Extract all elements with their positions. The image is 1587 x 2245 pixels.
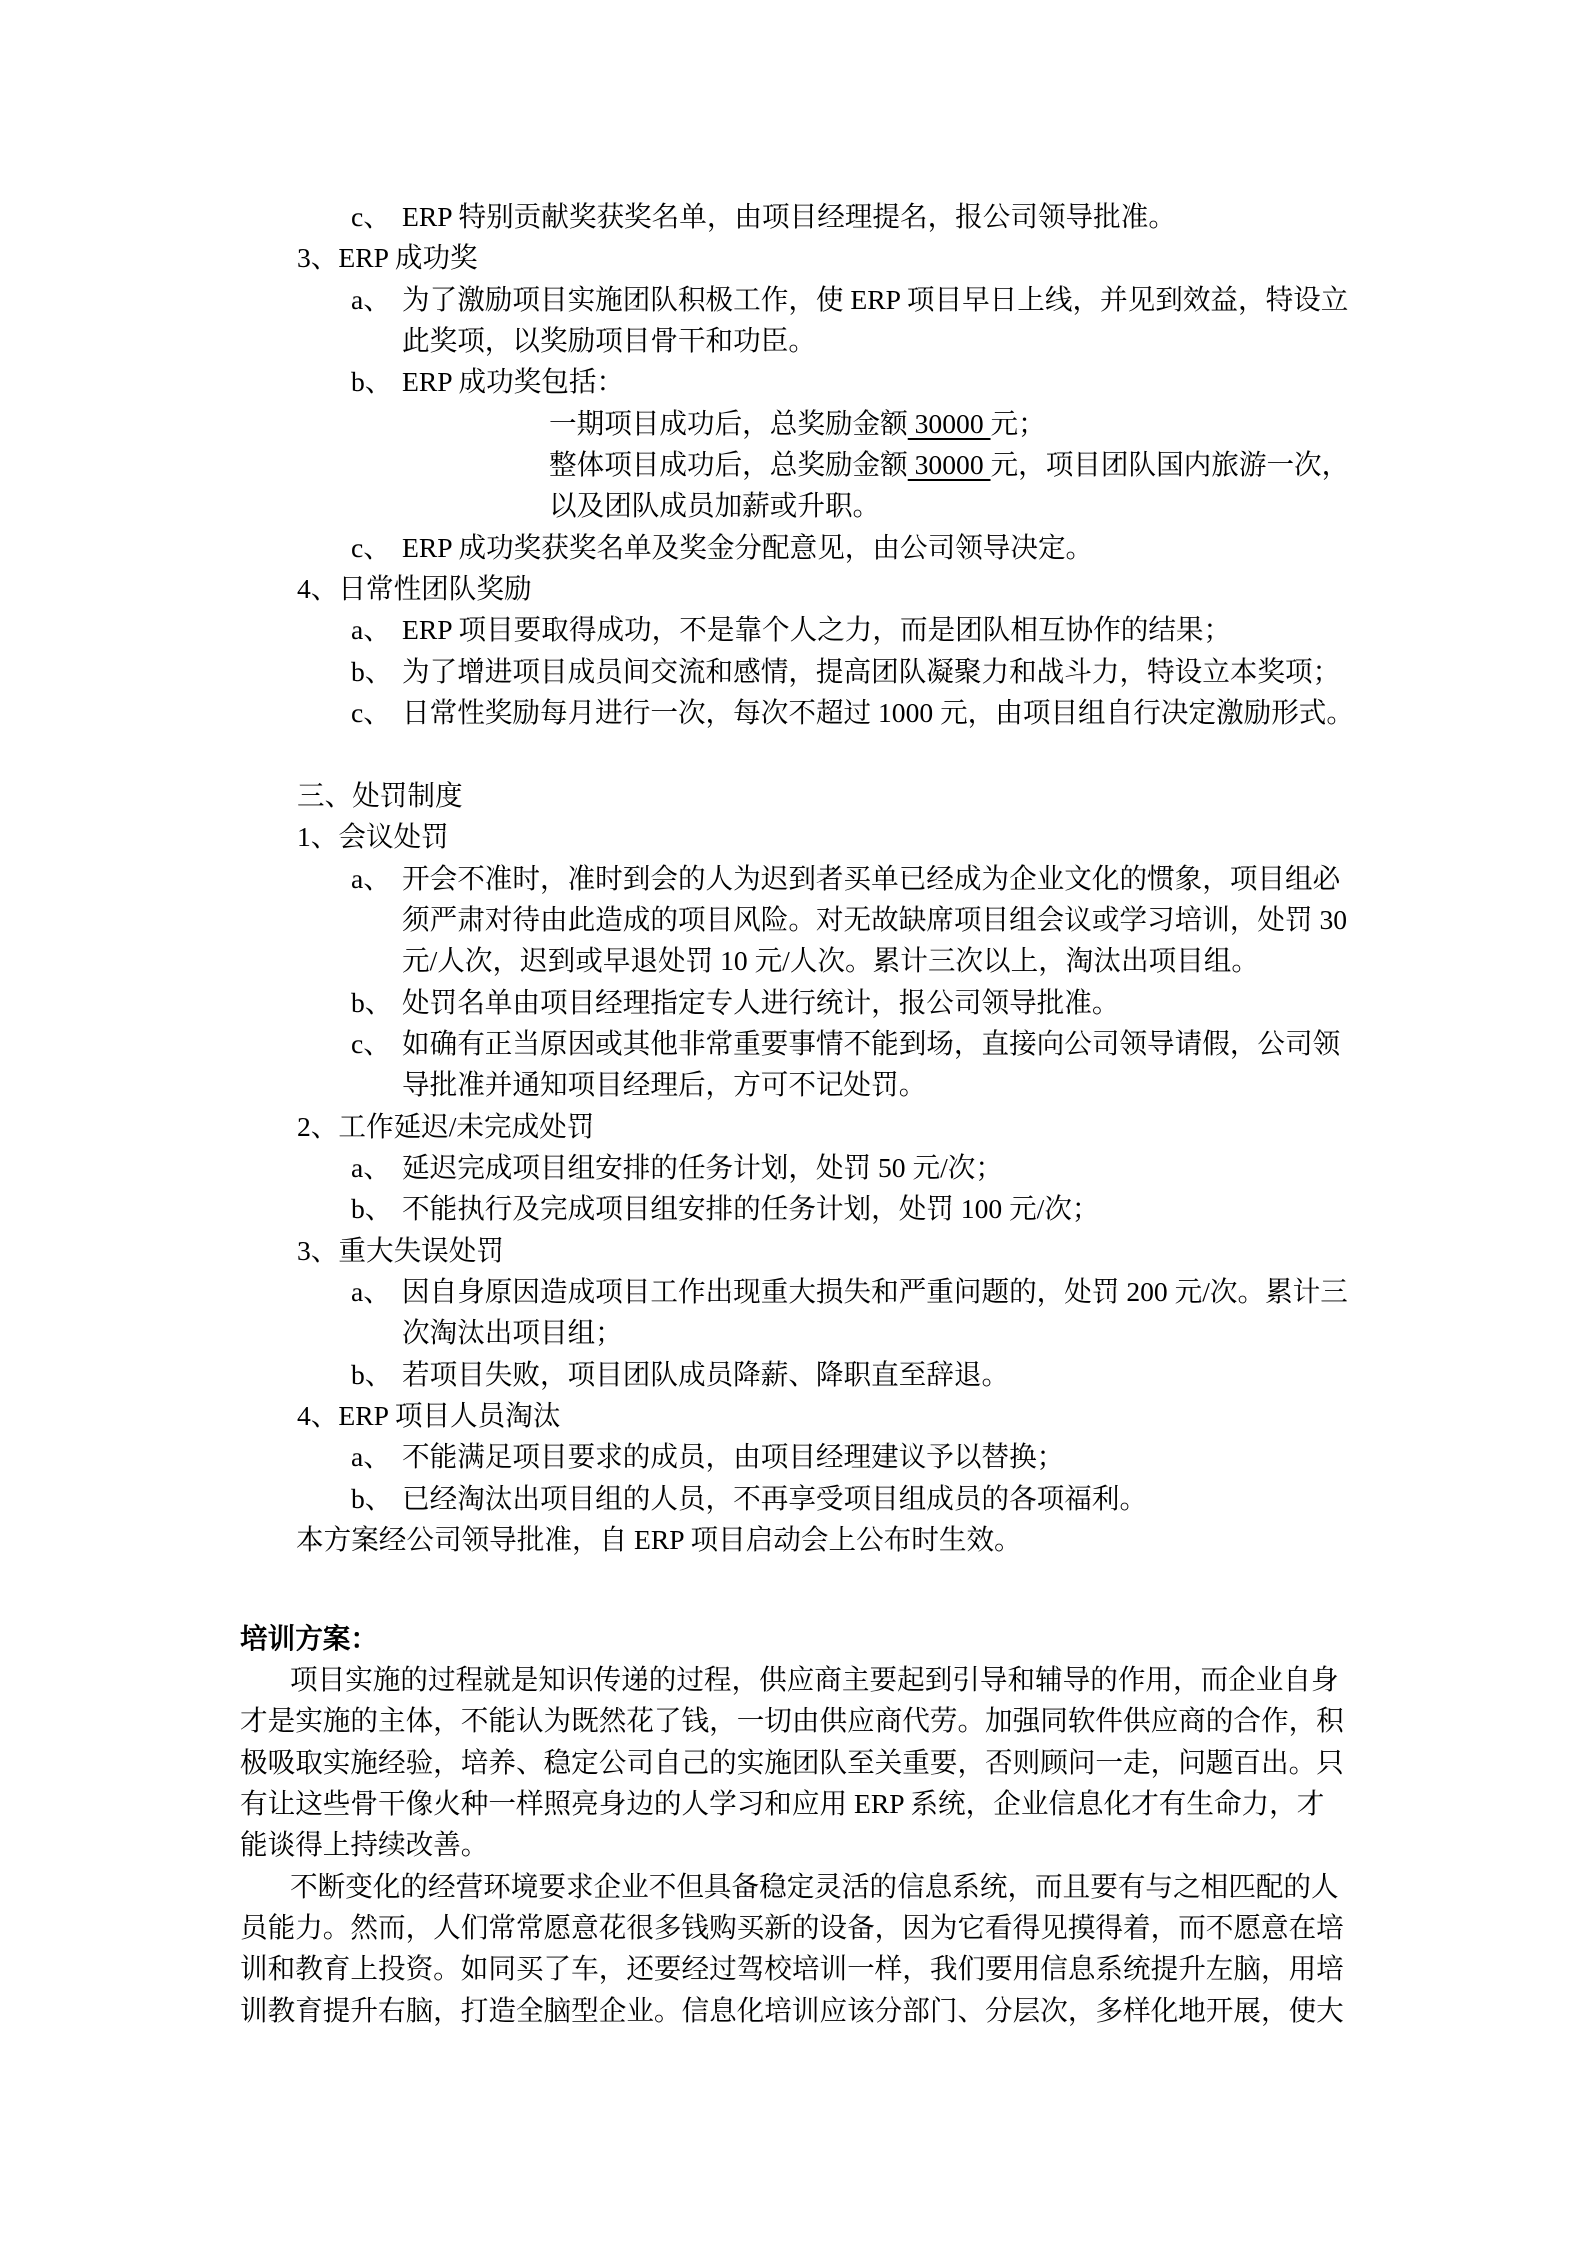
list-item-number: 1、会议处罚 (297, 821, 449, 853)
list-item-number: 4、日常性团队奖励 (297, 573, 532, 605)
list-item-letter (240, 527, 1345, 568)
list-item-number: 3、ERP 成功奖 (297, 242, 478, 274)
list-item-letter (240, 651, 1345, 692)
item-text: 因自身原因造成项目工作出现重大损失和严重问题的，处罚 200 元/次。累计三 (402, 1275, 1348, 1307)
paragraph-line: 员能力。然而，人们常常愿意花很多钱购买新的设备，因为它看得见摸得着，而不愿意在培 (240, 1912, 1344, 1944)
reward-amount-line (240, 444, 1350, 485)
paragraph-line: 有让这些骨干像火种一样照亮身边的人学习和应用 ERP 系统，企业信息化才有生命力，才 (240, 1788, 1325, 1820)
item-text: ERP 特别贡献奖获奖名单，由项目经理提名，报公司领导批准。 (402, 201, 1176, 232)
item-marker: b、 (351, 1358, 393, 1390)
item-text: 已经淘汰出项目组的人员，不再享受项目组成员的各项福利。 (402, 1482, 1148, 1514)
blank-line (240, 733, 1345, 774)
underlined-amount: 30000 (907, 449, 991, 481)
list-item-letter (240, 1147, 1345, 1188)
amount-pre: 一期项目成功后，总奖励金额 (549, 407, 908, 439)
list-item-letter (240, 1478, 1345, 1519)
item-marker: b、 (351, 1193, 393, 1225)
item-marker: a、 (351, 1151, 391, 1183)
item-marker: b、 (351, 655, 393, 687)
list-item-letter (240, 982, 1345, 1023)
section-heading-training: 培训方案： (240, 1622, 378, 1654)
continuation-line: 导批准并通知项目经理后，方可不记处罚。 (402, 1069, 927, 1101)
item-marker: a、 (351, 862, 391, 894)
list-item-letter (240, 1023, 1345, 1064)
item-marker: c、 (351, 1027, 391, 1059)
blank-line (240, 1560, 1345, 1601)
item-marker: c、 (351, 531, 391, 563)
section-heading-penalty: 三、处罚制度 (297, 779, 463, 811)
paragraph-line: 不断变化的经营环境要求企业不但具备稳定灵活的信息系统，而且要有与之相匹配的人 (290, 1870, 1339, 1902)
paragraph-line: 能谈得上持续改善。 (240, 1829, 489, 1861)
amount-pre: 整体项目成功后，总奖励金额 (549, 449, 908, 481)
item-text: 处罚名单由项目经理指定专人进行统计，报公司领导批准。 (402, 986, 1120, 1018)
list-item-letter (240, 1188, 1345, 1229)
list-item-letter (240, 1354, 1345, 1395)
paragraph-line: 才是实施的主体，不能认为既然花了钱，一切由供应商代劳。加强同软件供应商的合作，积 (240, 1705, 1344, 1737)
item-text: 不能执行及完成项目组安排的任务计划，处罚 100 元/次； (402, 1193, 1100, 1225)
item-marker: c、 (351, 697, 391, 729)
paragraph-line: 项目实施的过程就是知识传递的过程，供应商主要起到引导和辅导的作用，而企业自身 (290, 1664, 1339, 1696)
continuation-line: 次淘汰出项目组； (402, 1317, 623, 1349)
list-item-letter (240, 1271, 1348, 1312)
list-item-letter (240, 609, 1345, 650)
item-text: 日常性奖励每月进行一次，每次不超过 1000 元，由项目组自行决定激励形式。 (402, 697, 1354, 729)
item-text: ERP 成功奖包括： (402, 366, 625, 398)
list-item-letter (240, 692, 1354, 733)
list-item-number: 3、重大失误处罚 (297, 1234, 504, 1266)
list-item-letter (240, 858, 1345, 899)
list-item-letter (240, 279, 1349, 320)
list-item-letter (240, 196, 1345, 237)
item-marker: a、 (351, 1441, 391, 1473)
item-marker: b、 (351, 986, 393, 1018)
item-marker: a、 (351, 283, 391, 315)
item-marker: c、 (351, 201, 391, 232)
item-text: ERP 项目要取得成功，不是靠个人之力，而是团队相互协作的结果； (402, 614, 1232, 646)
item-marker: b、 (351, 1482, 393, 1514)
reward-amount-continuation: 以及团队成员加薪或升职。 (549, 490, 881, 522)
item-marker: b、 (351, 366, 393, 398)
list-item-number: 4、ERP 项目人员淘汰 (297, 1399, 561, 1431)
continuation-line: 须严肃对待由此造成的项目风险。对无故缺席项目组会议或学习培训，处罚 30 (402, 903, 1348, 935)
item-marker: a、 (351, 1275, 391, 1307)
list-item-letter (240, 1436, 1345, 1477)
item-text: 如确有正当原因或其他非常重要事情不能到场，直接向公司领导请假，公司领 (402, 1027, 1341, 1059)
paragraph-line: 训教育提升右脑，打造全脑型企业。信息化培训应该分部门、分层次，多样化地开展，使大 (240, 1994, 1344, 2026)
list-item-letter (240, 361, 1345, 402)
item-text: 延迟完成项目组安排的任务计划，处罚 50 元/次； (402, 1151, 1003, 1183)
item-text: 不能满足项目要求的成员，由项目经理建议予以替换； (402, 1441, 1065, 1473)
paragraph-line: 极吸取实施经验，培养、稳定公司自己的实施团队至关重要，否则顾问一走，问题百出。只 (240, 1746, 1344, 1778)
reward-amount-line (240, 403, 1345, 444)
item-text: 为了增进项目成员间交流和感情，提高团队凝聚力和战斗力，特设立本奖项； (402, 655, 1341, 687)
closing-line: 本方案经公司领导批准，自 ERP 项目启动会上公布时生效。 (296, 1524, 1022, 1555)
item-marker: a、 (351, 614, 391, 646)
continuation-line: 元/人次，迟到或早退处罚 10 元/人次。累计三次以上，淘汰出项目组。 (402, 945, 1259, 977)
item-text: 若项目失败，项目团队成员降薪、降职直至辞退。 (402, 1358, 1010, 1390)
underlined-amount: 30000 (907, 407, 991, 439)
continuation-line: 此奖项，以奖励项目骨干和功臣。 (402, 325, 816, 357)
item-text: 开会不准时，准时到会的人为迟到者买单已经成为企业文化的惯象，项目组必 (402, 862, 1341, 894)
amount-post: 元； (990, 407, 1046, 439)
item-text: ERP 成功奖获奖名单及奖金分配意见，由公司领导决定。 (402, 531, 1094, 563)
list-item-number: 2、工作延迟/未完成处罚 (297, 1110, 595, 1142)
amount-post: 元，项目团队国内旅游一次， (990, 449, 1350, 481)
item-text: 为了激励项目实施团队积极工作，使 ERP 项目早日上线，并见到效益，特设立 (402, 283, 1349, 315)
paragraph-line: 训和教育上投资。如同买了车，还要经过驾校培训一样，我们要用信息系统提升左脑，用培 (240, 1953, 1344, 1985)
